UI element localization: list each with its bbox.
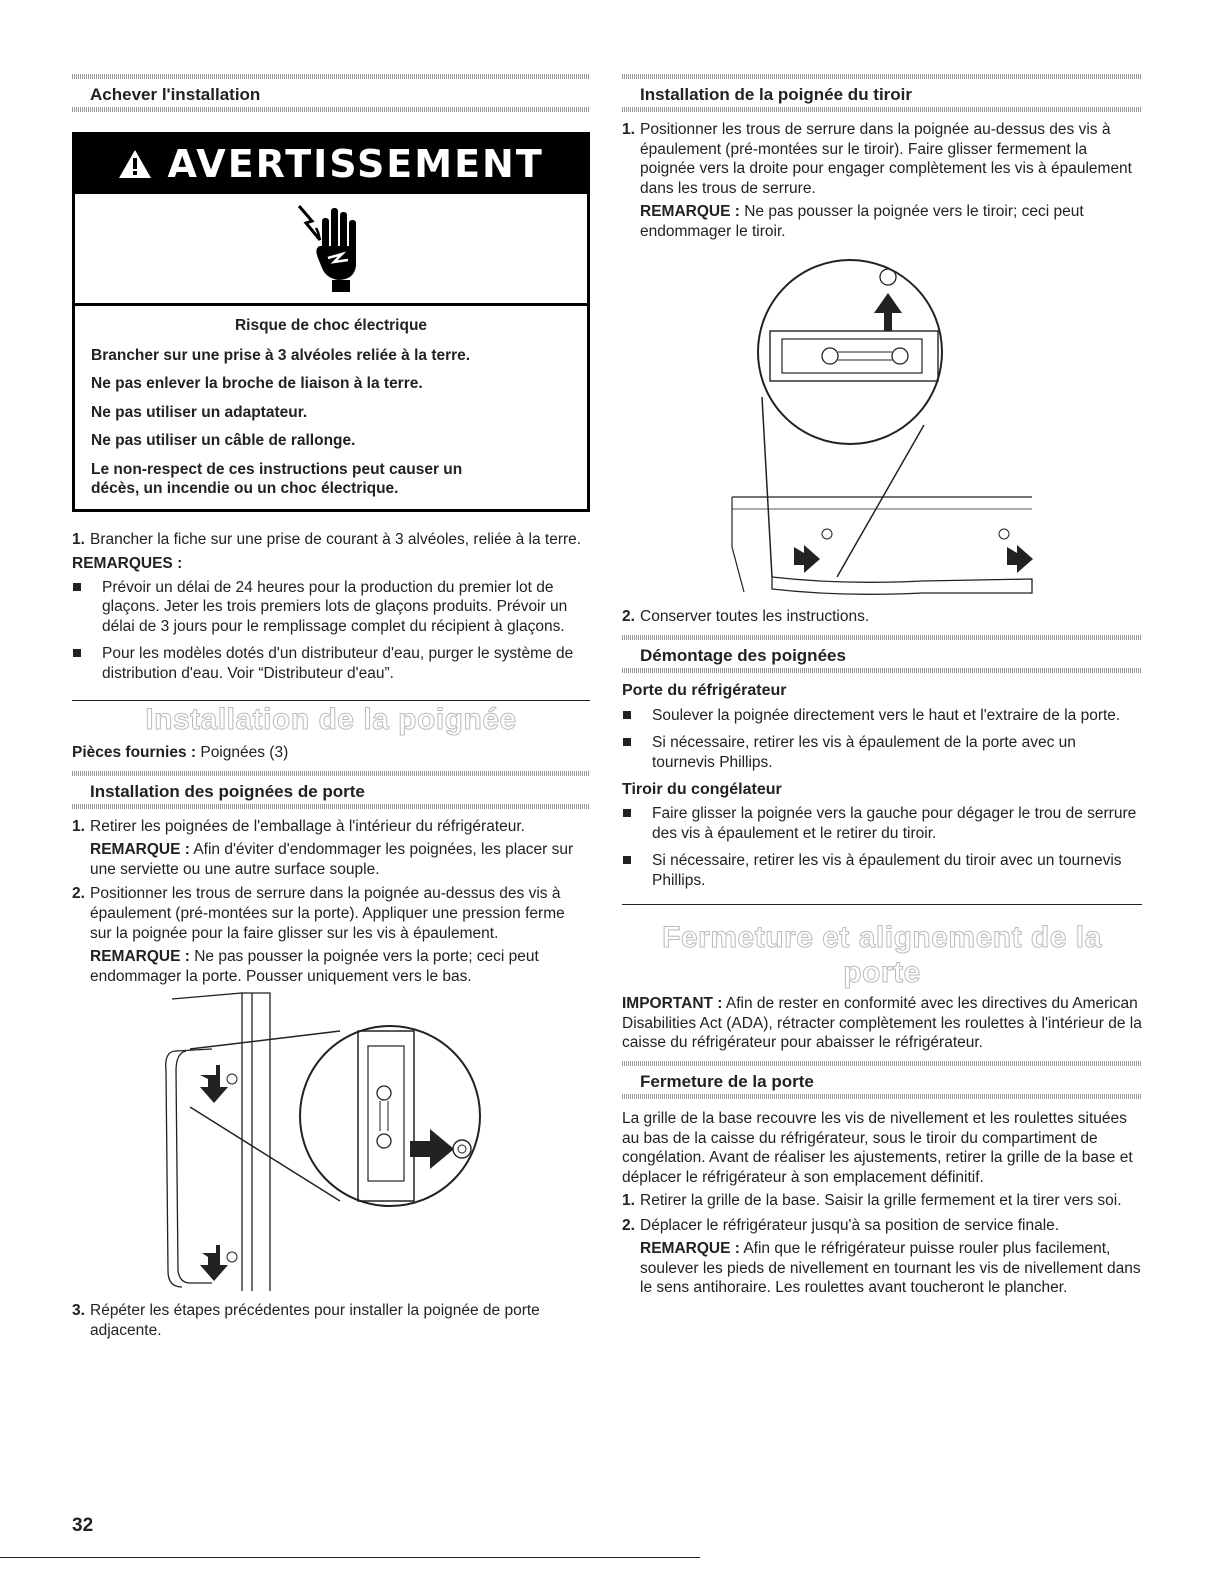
footer-rule (0, 1557, 700, 1558)
remarque-item: Prévoir un délai de 24 heures pour la production du premier lot de glaçons. Jeter les trois premiers lots de glaçons produits. Prévoir un délai de 3 jours pour le remplissage complet du récipient à glaçons. (72, 578, 590, 637)
list-item: Soulever la poignée directement vers le haut et l'extraire de la porte. (622, 706, 1142, 726)
section-heading-portes: Installation des poignées de porte (72, 767, 590, 809)
step-text: Brancher la fiche sur une prise de courant à 3 alvéoles, reliée à la terre. (90, 530, 582, 548)
warning-line: Ne pas enlever la broche de liaison à la terre. (91, 375, 423, 393)
step-number: 1. (622, 1192, 635, 1210)
left-column (72, 70, 590, 1345)
door-handle-illustration (72, 991, 590, 1301)
warning-body (75, 306, 587, 509)
note-label: REMARQUE : (640, 203, 740, 221)
step-item (622, 607, 1142, 627)
step-item (622, 120, 1142, 241)
right-column (622, 70, 1142, 1303)
tiroir-list (622, 804, 1142, 890)
warning-box (72, 132, 590, 511)
section-heading-fermeture-porte: Fermeture de la porte (622, 1057, 1142, 1099)
tiroir-congelateur-subheading: Tiroir du congélateur (622, 781, 782, 799)
note-label: REMARQUE : (90, 948, 190, 966)
list-item: Si nécessaire, retirer les vis à épaulement du tiroir avec un tournevis Phillips. (622, 851, 1142, 890)
pieces-fournies (72, 743, 590, 763)
note-label: REMARQUE : (640, 1240, 740, 1258)
warning-hazard: Risque de choc électrique (234, 317, 428, 335)
important-label: IMPORTANT : (622, 995, 723, 1013)
step-text: Répéter les étapes précédentes pour installer la poignée de porte adjacente. (90, 1302, 540, 1339)
warning-line: Brancher sur une prise à 3 alvéoles reliée à la terre. (91, 346, 471, 364)
step-item (72, 884, 590, 986)
note-text: Ne pas pousser la poignée vers le tiroir; ceci peut endommager le tiroir. (640, 203, 1084, 240)
step-item (72, 817, 590, 880)
section-heading-achever: Achever l'installation (72, 70, 590, 112)
step-note (640, 1239, 1142, 1298)
step-item (72, 530, 590, 550)
tiroir-steps (622, 120, 1142, 241)
step-note (90, 840, 590, 879)
step-number: 1. (72, 530, 85, 548)
note-label: REMARQUE : (90, 841, 190, 859)
list-item: Faire glisser la poignée vers la gauche pour dégager le trou de serrure des vis à épaulement et le retirer du tiroir. (622, 804, 1142, 843)
step-number: 1. (622, 121, 635, 139)
important-paragraph (622, 994, 1142, 1053)
fermeture-steps (622, 1191, 1142, 1298)
step-number: 2. (622, 607, 635, 625)
section-heading-tiroir: Installation de la poignée du tiroir (622, 70, 1142, 112)
note-text: Ne pas pousser la poignée vers la porte; ceci peut endommager la porte. Pousser uniquement vers le bas. (90, 948, 539, 985)
note-text: Afin que le réfrigérateur puisse rouler plus facilement, soulever les pieds de nivellement en tournant les vis de nivellement dans le sens antihoraire. Les roulettes avant toucheront le plancher. (640, 1240, 1141, 1297)
step-item (622, 1191, 1142, 1211)
warning-line: Le non-respect de ces instructions peut causer un décès, un incendie ou un choc électrique. (91, 460, 463, 498)
tiroir-steps-continued (622, 607, 1142, 627)
electric-shock-hand-icon (296, 196, 366, 302)
remarque-item: Pour les modèles dotés d'un distributeur d'eau, purger le système de distribution d'eau. Voir “Distributeur d'eau”. (72, 644, 590, 683)
step-note (640, 202, 1142, 241)
portes-steps (72, 817, 590, 986)
step-number: 1. (72, 817, 85, 835)
warning-triangle-icon (118, 142, 167, 186)
list-item: Si nécessaire, retirer les vis à épaulement de la porte avec un tournevis Phillips. (622, 733, 1142, 772)
fermeture-intro: La grille de la base recouvre les vis de nivellement et les roulettes situées au bas de la caisse du réfrigérateur, sous le tiroir du compartiment de congélation. Avant de réaliser les ajustements, retirer la grille de la base et déplacer le réfrigérateur à son emplacement définitif. (622, 1110, 1133, 1186)
step-note (90, 947, 590, 986)
portes-steps-continued (72, 1301, 590, 1340)
step-item (622, 1216, 1142, 1298)
warning-title: AVERTISSEMENT (167, 142, 544, 187)
step-text: Positionner les trous de serrure dans la poignée au-dessus des vis à épaulement (pré-montées sur le tiroir). Faire glisser fermement la poignée vers la droite pour engager complètement les vis à épaulement dans les trous de serrure. (640, 121, 1132, 197)
remarques-label: REMARQUES : (72, 555, 183, 573)
important-text: Afin de rester en conformité avec les directives du American Disabilities Act (ADA), rétracter complètement les roulettes à l'intérieur de la caisse du réfrigérateur pour abaisser le réfrigérateur. (622, 995, 1142, 1052)
step-text: Positionner les trous de serrure dans la poignée au-dessus des vis à épaulement (pré-montées sur la porte). Appliquer une pression ferme sur la poignée pour la faire glisser sur les vis à épaulement. (90, 885, 565, 942)
warning-line: Ne pas utiliser un adaptateur. (91, 403, 308, 421)
pieces-value: Poignées (3) (196, 744, 289, 761)
achever-steps (72, 530, 590, 550)
porte-refrigerateur-subheading: Porte du réfrigérateur (622, 682, 787, 700)
pieces-label: Pièces fournies : (72, 744, 197, 761)
step-text: Retirer la grille de la base. Saisir la grille fermement et la tirer vers soi. (640, 1192, 1122, 1210)
step-text: Conserver toutes les instructions. (640, 607, 870, 625)
remarques-list (72, 578, 590, 684)
section-heading-demontage: Démontage des poignées (622, 631, 1142, 673)
big-heading-installation: Installation de la poignée (72, 700, 590, 738)
step-text: Déplacer le réfrigérateur jusqu'à sa position de service finale. (640, 1216, 1060, 1234)
note-text: Afin d'éviter d'endommager les poignées, les placer sur une serviette ou une autre surface souple. (90, 841, 574, 878)
warning-title-bar (75, 135, 587, 194)
page-number: 32 (72, 1515, 94, 1536)
warning-line: Ne pas utiliser un câble de rallonge. (91, 432, 356, 450)
step-number: 2. (72, 885, 85, 903)
porte-list (622, 706, 1142, 773)
drawer-handle-illustration (622, 247, 1142, 607)
step-number: 2. (622, 1216, 635, 1234)
step-number: 3. (72, 1302, 85, 1320)
step-text: Retirer les poignées de l'emballage à l'intérieur du réfrigérateur. (90, 817, 525, 835)
big-heading-fermeture: Fermeture et alignement de la porte (622, 904, 1142, 990)
step-item (72, 1301, 590, 1340)
